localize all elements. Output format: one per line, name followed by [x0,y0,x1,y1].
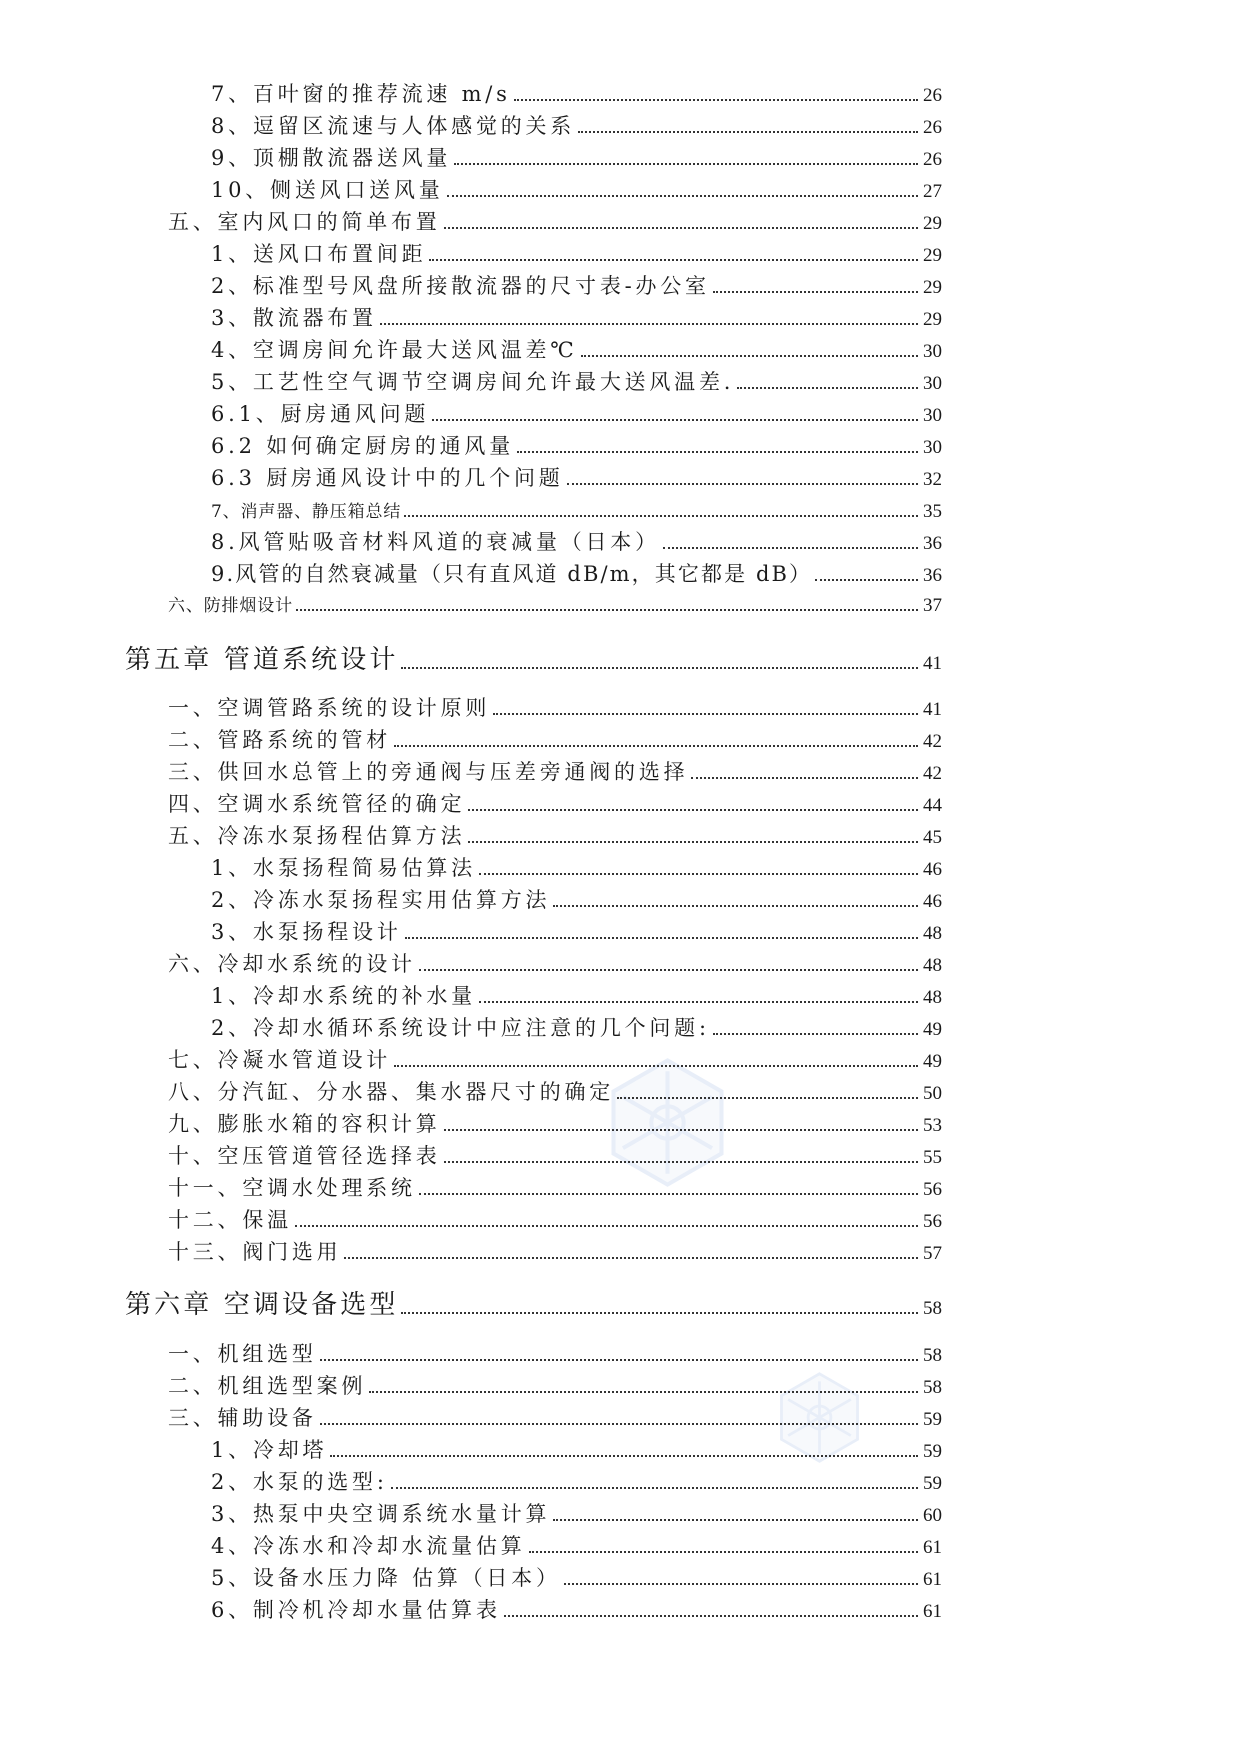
toc-entry[interactable] [168,730,942,751]
toc-entry-title: 2、冷却水循环系统设计中应注意的几个问题: [211,1016,710,1040]
toc-entry[interactable] [168,1408,942,1429]
toc-entry-title: 三、供回水总管上的旁通阀与压差旁通阀的选择 [168,760,689,784]
toc-entry-page: 46 [923,891,942,912]
toc-entry-title: 1、冷却水系统的补水量 [211,984,476,1008]
toc-chapter[interactable] [125,1292,942,1318]
toc-entry-title: 三、辅助设备 [168,1406,317,1430]
toc-entry[interactable] [211,148,942,169]
toc-entry-title: 六、防排烟设计 [168,596,293,616]
toc-entry[interactable] [211,244,942,265]
toc-entry-title: 4、冷冻水和冷却水流量估算 [211,1534,526,1558]
dot-leader [394,745,918,747]
toc-entry[interactable] [168,1114,942,1135]
toc-entry-page: 48 [923,923,942,944]
toc-entry[interactable] [168,1376,942,1397]
dot-leader [564,1583,918,1585]
toc-entry[interactable] [211,890,942,911]
dot-leader [432,419,918,421]
toc-entry-page: 41 [923,653,942,674]
dot-leader [514,99,918,101]
toc-entry[interactable] [211,1018,942,1039]
toc-entry-page: 26 [923,117,942,138]
toc-entry-page: 61 [923,1601,942,1622]
toc-entry-page: 36 [923,533,942,554]
toc-entry-title: 1、冷却塔 [211,1438,328,1462]
toc-entry[interactable] [211,922,942,943]
toc-entry[interactable] [211,84,942,105]
toc-entry-title: 五、室内风口的简单布置 [168,210,441,234]
toc-entry-title: 十三、阀门选用 [168,1240,342,1264]
dot-leader [815,579,918,581]
toc-entry[interactable] [211,276,942,297]
dot-leader [468,841,918,843]
toc-entry[interactable] [168,954,942,975]
dot-leader [429,259,918,261]
toc-entry[interactable] [211,1504,942,1525]
dot-leader [713,1033,918,1035]
toc-entry[interactable] [168,596,942,615]
toc-entry[interactable] [211,986,942,1007]
toc-entry-page: 29 [923,245,942,266]
dot-leader [553,1519,918,1521]
toc-entry-page: 45 [923,827,942,848]
dot-leader [529,1551,919,1553]
toc-entry-title: 八、分汽缸、分水器、集水器尺寸的确定 [168,1080,615,1104]
dot-leader [369,1391,918,1393]
toc-entry-title: 7、消声器、静压箱总结 [211,502,402,522]
toc-entry-page: 61 [923,1569,942,1590]
toc-entry-page: 30 [923,373,942,394]
toc-entry-page: 26 [923,85,942,106]
toc-entry[interactable] [168,1178,942,1199]
toc-entry-title: 六、冷却水系统的设计 [168,952,416,976]
toc-entry[interactable] [211,436,942,457]
toc-entry-page: 53 [923,1115,942,1136]
dot-leader [617,1097,918,1099]
toc-entry-page: 58 [923,1377,942,1398]
toc-entry-page: 56 [923,1211,942,1232]
dot-leader [737,387,918,389]
dot-leader [404,515,918,517]
toc-entry-page: 57 [923,1243,942,1264]
toc-entry-page: 48 [923,987,942,1008]
toc-entry[interactable] [168,1146,942,1167]
toc-entry[interactable] [211,1600,942,1621]
toc-entry-page: 48 [923,955,942,976]
toc-entry-title: 3、水泵扬程设计 [211,920,402,944]
toc-entry-title: 2、冷冻水泵扬程实用估算方法 [211,888,551,912]
dot-leader [444,1129,918,1131]
toc-entry-title: 10、侧送风口送风量 [211,178,444,202]
toc-entry-title: 3、散流器布置 [211,306,377,330]
dot-leader [320,1359,918,1361]
toc-entry-title: 2、水泵的选型: [211,1470,388,1494]
dot-leader [663,547,918,549]
toc-entry-title: 十二、保温 [168,1208,292,1232]
toc-entry[interactable] [211,116,942,137]
toc-chapter-title: 第五章 管道系统设计 [125,645,399,675]
toc-entry-title: 9.风管的自然衰减量（只有直风道 dB/m，其它都是 dB） [211,562,813,586]
dot-leader [419,1193,918,1195]
toc-entry-page: 37 [923,595,942,616]
dot-leader [578,131,918,133]
toc-entry-page: 59 [923,1441,942,1462]
dot-leader [517,451,918,453]
dot-leader [468,809,918,811]
toc-entry-title: 4、空调房间允许最大送风温差℃ [211,338,578,362]
toc-entry-page: 30 [923,405,942,426]
toc-entry-title: 一、机组选型 [168,1342,317,1366]
toc-entry-page: 42 [923,731,942,752]
toc-entry-page: 29 [923,277,942,298]
dot-leader [567,483,918,485]
toc-entry-title: 1、水泵扬程简易估算法 [211,856,476,880]
toc-chapter-title: 第六章 空调设备选型 [125,1290,399,1320]
dot-leader [479,873,918,875]
toc-entry-page: 44 [923,795,942,816]
dot-leader [479,1001,918,1003]
dot-leader [581,355,918,357]
toc-entry[interactable] [168,1210,942,1231]
toc-entry[interactable] [211,308,942,329]
toc-entry[interactable] [168,826,942,847]
toc-entry-page: 58 [923,1298,942,1319]
toc-entry-page: 30 [923,341,942,362]
dot-leader [401,1312,918,1314]
toc-entry-page: 27 [923,181,942,202]
toc-entry-title: 1、送风口布置间距 [211,242,427,266]
toc-entry-page: 41 [923,699,942,720]
dot-leader [380,323,918,325]
toc-entry-page: 59 [923,1409,942,1430]
toc-entry-page: 49 [923,1019,942,1040]
toc-entry-title: 7、百叶窗的推荐流速 m/s [211,82,511,106]
dot-leader [713,291,918,293]
toc-entry[interactable] [168,1344,942,1365]
toc-entry[interactable] [168,1242,942,1263]
toc-entry-page: 56 [923,1179,942,1200]
toc-entry-page: 49 [923,1051,942,1072]
toc-entry-page: 61 [923,1537,942,1558]
toc-entry-page: 29 [923,213,942,234]
dot-leader [493,713,918,715]
dot-leader [330,1455,918,1457]
toc-entry[interactable] [211,1568,942,1589]
toc-entry[interactable] [211,340,942,361]
toc-entry[interactable] [211,372,942,393]
toc-entry-page: 26 [923,149,942,170]
toc-entry-page: 55 [923,1147,942,1168]
toc-entry-page: 50 [923,1083,942,1104]
toc-entry[interactable] [211,180,942,201]
toc-entry-title: 十、空压管道管径选择表 [168,1144,441,1168]
toc-entry-title: 十一、空调水处理系统 [168,1176,416,1200]
toc-entry-page: 58 [923,1345,942,1366]
toc-entry[interactable] [211,404,942,425]
dot-leader [444,227,918,229]
toc-entry[interactable] [211,1472,942,1493]
dot-leader [296,609,918,611]
dot-leader [401,667,918,669]
toc-entry[interactable] [211,502,942,521]
toc-entry-title: 8.风管贴吸音材料风道的衰减量（日本） [211,530,660,554]
dot-leader [405,937,918,939]
toc-entry-page: 29 [923,309,942,330]
toc-entry-title: 四、空调水系统管径的确定 [168,792,466,816]
toc-entry-title: 七、冷凝水管道设计 [168,1048,392,1072]
dot-leader [691,777,918,779]
toc-entry-title: 2、标准型号风盘所接散流器的尺寸表-办公室 [211,274,710,298]
toc-entry[interactable] [168,212,942,233]
toc-entry[interactable] [211,858,942,879]
toc-entry-page: 46 [923,859,942,880]
toc-entry-title: 6.3 厨房通风设计中的几个问题 [211,466,564,490]
dot-leader [553,905,918,907]
toc-entry-title: 6、制冷机冷却水量估算表 [211,1598,501,1622]
toc-entry[interactable] [168,698,942,719]
toc-entry[interactable] [168,1082,942,1103]
toc-entry[interactable] [211,1440,942,1461]
toc-entry-title: 6.1、厨房通风问题 [211,402,430,426]
toc-entry[interactable] [211,1536,942,1557]
toc-entry-page: 32 [923,469,942,490]
toc-chapter[interactable] [125,647,942,673]
toc-entry-title: 6.2 如何确定厨房的通风量 [211,434,514,458]
toc-entry[interactable] [211,468,942,489]
toc-entry-title: 二、管路系统的管材 [168,728,392,752]
toc-entry[interactable] [211,564,942,585]
dot-leader [419,969,918,971]
dot-leader [447,195,918,197]
toc-entry[interactable] [168,794,942,815]
toc-entry-title: 5、工艺性空气调节空调房间允许最大送风温差. [211,370,735,394]
toc-entry-title: 二、机组选型案例 [168,1374,367,1398]
dot-leader [320,1423,918,1425]
toc-entry-title: 九、膨胀水箱的容积计算 [168,1112,441,1136]
toc-entry-title: 一、空调管路系统的设计原则 [168,696,491,720]
dot-leader [295,1225,918,1227]
toc-entry-title: 3、热泵中央空调系统水量计算 [211,1502,551,1526]
toc-entry-page: 42 [923,763,942,784]
toc-entry-title: 8、逗留区流速与人体感觉的关系 [211,114,576,138]
dot-leader [394,1065,918,1067]
toc-entry[interactable] [168,1050,942,1071]
dot-leader [391,1487,918,1489]
dot-leader [344,1257,918,1259]
toc-entry-page: 59 [923,1473,942,1494]
toc-entry[interactable] [211,532,942,553]
toc-entry-page: 30 [923,437,942,458]
toc-entry-title: 9、顶棚散流器送风量 [211,146,452,170]
dot-leader [444,1161,918,1163]
dot-leader [454,163,918,165]
toc-entry[interactable] [168,762,942,783]
toc-entry-page: 35 [923,501,942,522]
toc-entry-page: 36 [923,565,942,586]
toc-entry-title: 五、冷冻水泵扬程估算方法 [168,824,466,848]
dot-leader [504,1615,918,1617]
toc-entry-title: 5、设备水压力降 估算（日本） [211,1566,561,1590]
toc-entry-page: 60 [923,1505,942,1526]
